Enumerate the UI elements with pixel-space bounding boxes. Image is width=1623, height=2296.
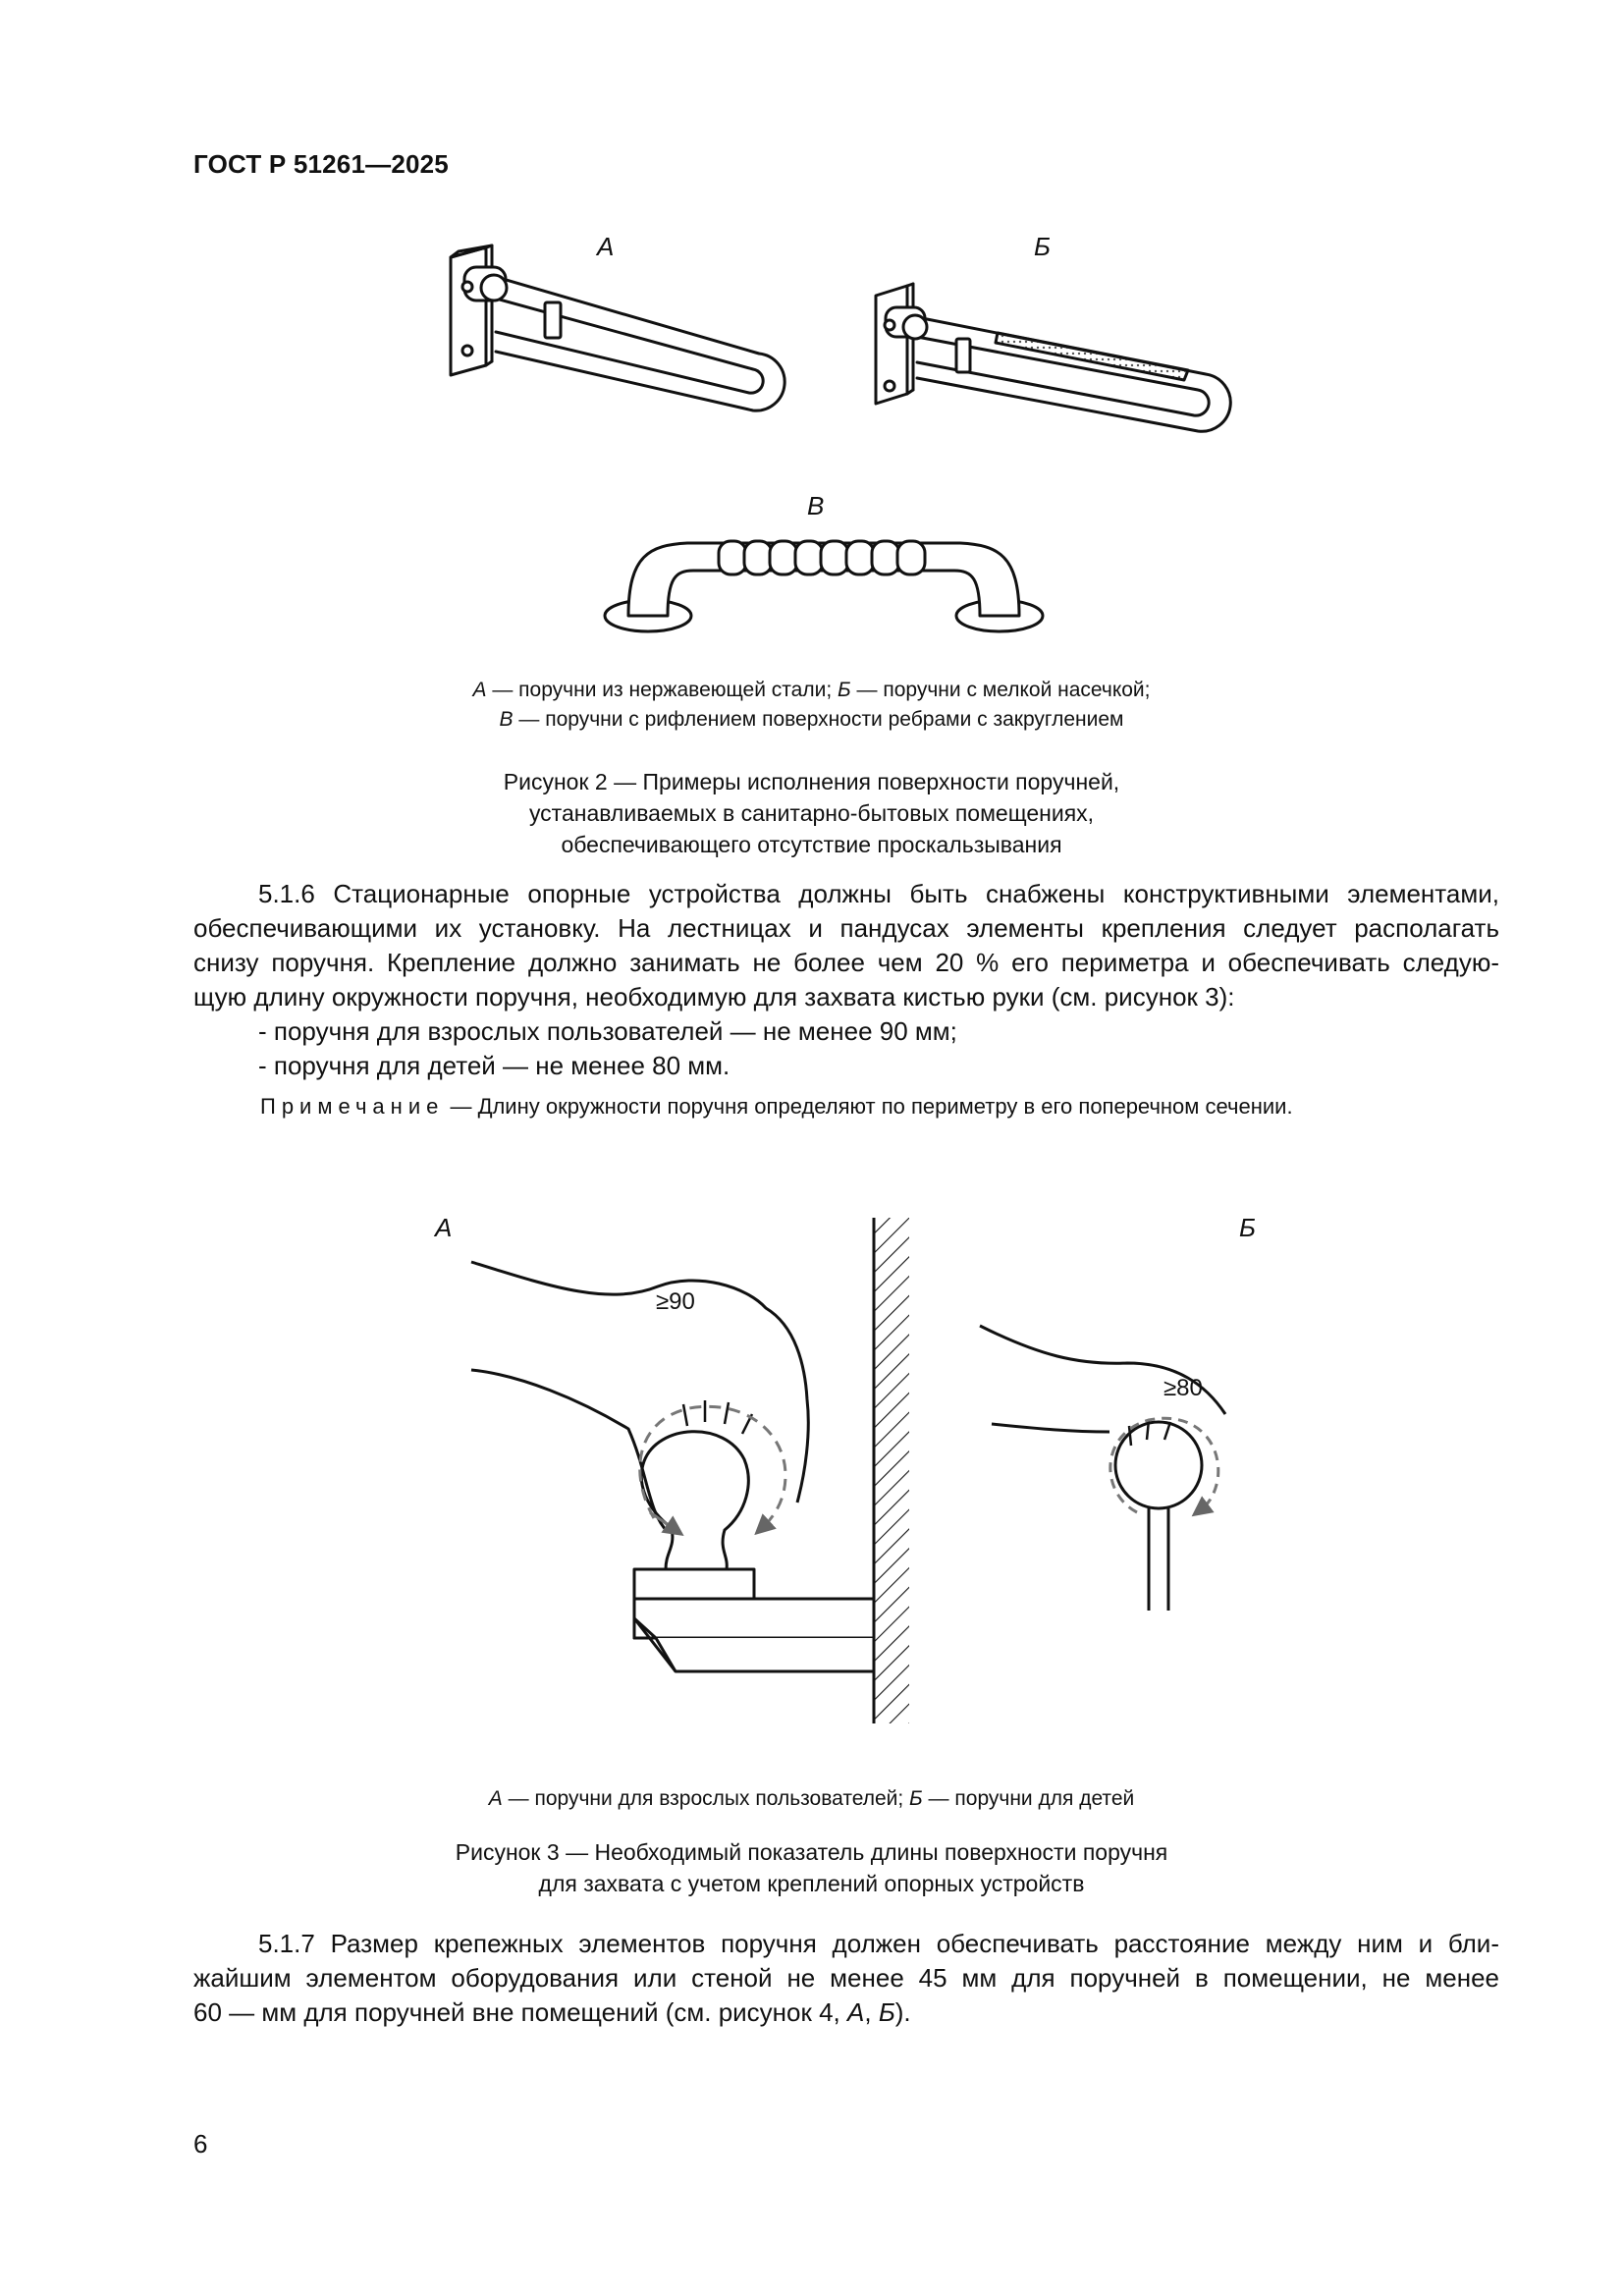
paragraph-5-1-7: 5.1.7 Размер крепежных элементов поручня должен обеспечивать расстояние между ним и бли- жайшим элементом оборудования или стеной не менее 45 мм для поручней в помещении, не менее 60 — мм для поручней вне помещений (см. рисунок 4, А, Б). xyxy=(193,1929,1499,2027)
figure2-letter-b: Б xyxy=(1034,232,1051,261)
dimension-child: ≥80 xyxy=(1163,1375,1203,1401)
figure2-caption: Рисунок 2 — Примеры исполнения поверхности поручней, устанавливаемых в санитарно-бытовых помещениях, обеспечивающего отсутствие проскальзывания xyxy=(503,769,1120,857)
figure3-letter-b: Б xyxy=(1239,1213,1256,1242)
document-id: ГОСТ Р 51261—2025 xyxy=(193,149,449,179)
note: Примечание — Длину окружности поручня определяют по периметру в его поперечном сечении. xyxy=(260,1094,1293,1119)
paragraph-5-1-6: 5.1.6 Стационарные опорные устройства должны быть снабжены конструктивными элементами, обеспечивающими их установку. На лестницах и пандусах элементы крепления следует располагать снизу поручня. Крепление должно занимать не более чем 20 % его периметра и обеспечивать следую- щую длину окружности поручня, необходимую для захвата кистью руки (см. рисунок 3): xyxy=(193,879,1499,1011)
figure2-legend: А — поручни из нержавеющей стали; Б — поручни с мелкой насечкой; В — поручни с рифлением поверхности ребрами с закруглением xyxy=(472,679,1151,731)
list-item-adults: - поручня для взрослых пользователей — не менее 90 мм; xyxy=(258,1016,957,1046)
figure3-caption: Рисунок 3 — Необходимый показатель длины поверхности поручня для захвата с учетом креплений опорных устройств xyxy=(455,1839,1168,1896)
figure2-letter-v: В xyxy=(807,491,825,520)
figure2-letter-a: А xyxy=(597,232,615,261)
figure3-letter-a: А xyxy=(435,1213,453,1242)
dimension-adult: ≥90 xyxy=(656,1288,695,1315)
handrail-grip-illustration xyxy=(461,1218,1168,1728)
grab-bar-stainless-illustration xyxy=(437,244,830,430)
grab-bar-knurled-illustration xyxy=(864,280,1257,476)
grab-bar-ribbed-illustration xyxy=(589,525,1060,643)
page-number: 6 xyxy=(193,2129,208,2159)
list-item-children: - поручня для детей — не менее 80 мм. xyxy=(258,1051,730,1080)
figure3-legend: А — поручни для взрослых пользователей; Б — поручни для детей xyxy=(488,1787,1135,1810)
